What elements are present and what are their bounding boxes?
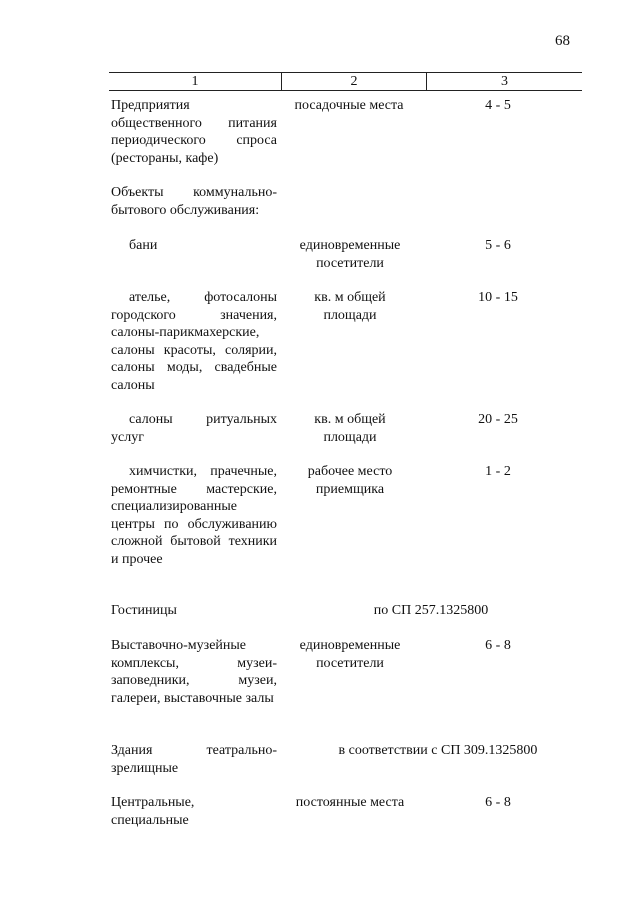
header-col-2: 2 xyxy=(282,73,427,90)
row-unit: единовременные посетители xyxy=(299,238,401,271)
row-name: Гостиницы xyxy=(111,603,177,618)
row-unit: постоянные места xyxy=(295,795,405,810)
row-name-wrap xyxy=(111,289,277,394)
row-name: бани xyxy=(129,238,158,253)
row-unit: кв. м общей площади xyxy=(314,412,386,445)
row-value: 10 - 15 xyxy=(478,290,518,305)
row-name-wrap xyxy=(111,237,277,255)
row-value: 5 - 6 xyxy=(485,238,511,253)
row-name: химчистки, прачечные, ремонтные мастерские, специализированные центры по обслуживанию сложной бытовой техники и прочее xyxy=(111,464,277,567)
row-name: Предприятия общественного питания периодического спроса (рестораны, кафе) xyxy=(111,98,277,166)
row-name: Центральные, специальные xyxy=(111,795,195,828)
row-span: по СП 257.1325800 xyxy=(373,603,489,618)
row-unit: посадочные места xyxy=(294,98,404,113)
row-name-wrap xyxy=(111,463,277,568)
row-name-wrap xyxy=(111,411,277,446)
row-unit: единовременные посетители xyxy=(299,638,401,671)
row-name: салоны ритуальных услуг xyxy=(111,412,277,445)
header-col-1: 1 xyxy=(109,73,282,90)
row-name: ателье, фотосалоны городского значения, салоны-парикмахерские, салоны красоты, солярии, салоны моды, свадебные салоны xyxy=(111,290,277,393)
row-name: Выставочно-музейные комплексы, музеи-заповедники, музеи, галереи, выставочные залы xyxy=(111,638,277,706)
row-value: 20 - 25 xyxy=(478,412,518,427)
row-name: Объекты коммунально-бытового обслуживания: xyxy=(111,185,277,218)
row-value: 6 - 8 xyxy=(485,795,511,810)
row-value: 1 - 2 xyxy=(485,464,511,479)
row-unit: кв. м общей площади xyxy=(314,290,386,323)
row-value: 6 - 8 xyxy=(485,638,511,653)
table-header xyxy=(109,72,582,91)
page-number: 68 xyxy=(555,33,570,49)
row-value: 4 - 5 xyxy=(485,98,511,113)
row-name: Здания театрально-зрелищные xyxy=(111,743,277,776)
row-unit: рабочее место приемщика xyxy=(307,464,393,497)
row-span: в соответствии с СП 309.1325800 xyxy=(338,743,538,758)
header-col-3: 3 xyxy=(501,74,508,89)
